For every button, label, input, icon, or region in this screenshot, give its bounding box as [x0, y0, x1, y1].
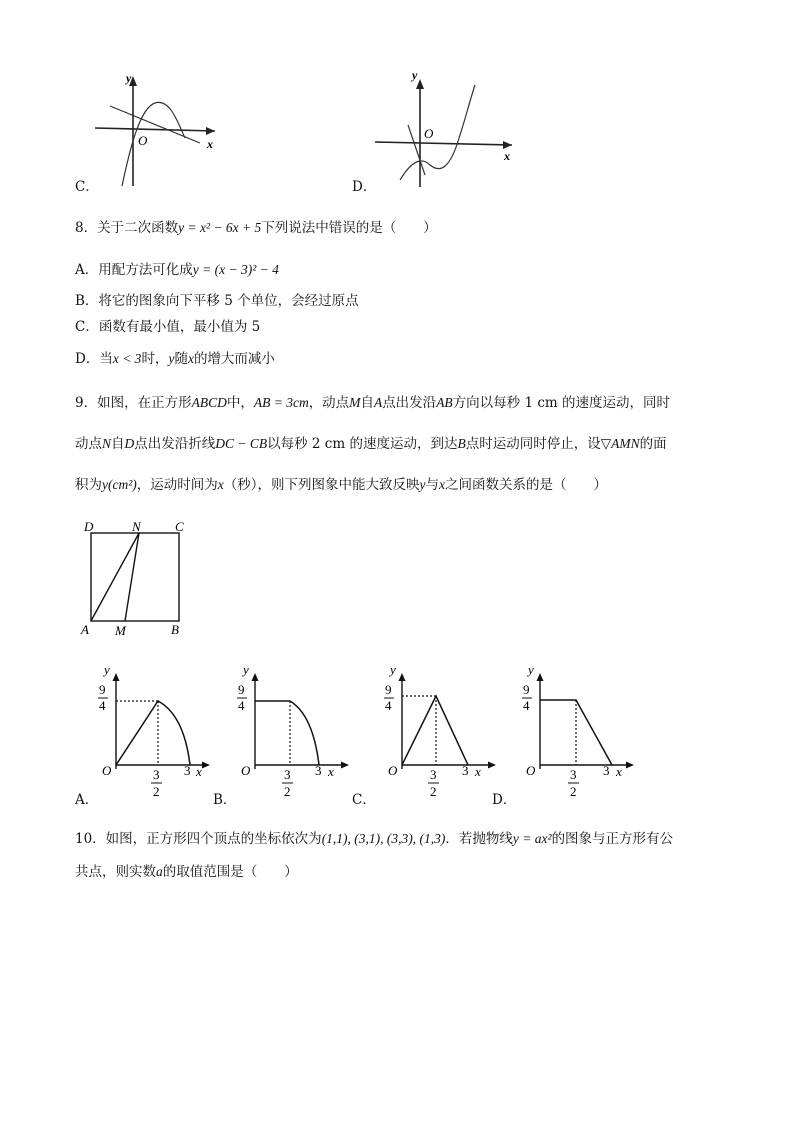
q9-option-a: A． — [75, 792, 99, 808]
tick-three-num: 3 — [430, 767, 437, 782]
q10-text: 的图象与正方形有公 — [551, 831, 674, 847]
q10-text: 的取值范围是（ ） — [162, 864, 298, 880]
q9-m: M — [349, 395, 361, 410]
q9-text: 点出发沿 — [382, 395, 437, 411]
q9-x2: x — [439, 477, 446, 492]
function-curve — [255, 701, 319, 765]
q9-text: 点出发沿折线 — [134, 436, 216, 452]
x-label: x — [616, 764, 622, 779]
origin-label: O — [388, 763, 398, 778]
q7-option-c: C． — [75, 179, 99, 195]
x-label: x — [475, 764, 481, 779]
label-b: B — [171, 622, 179, 637]
label-m: M — [115, 623, 126, 638]
q9-text: ，动点 — [308, 395, 350, 411]
label-d: D — [84, 519, 94, 534]
q8-option-a — [75, 263, 279, 278]
q9-text: 9．如图，在正方形 — [75, 395, 192, 411]
q8-stem — [75, 221, 437, 236]
q10-text: 10．如图，正方形四个顶点的坐标依次为 — [75, 831, 322, 847]
x-axis-arrow — [341, 762, 349, 769]
x-label: x — [207, 137, 213, 151]
tick-three-num: 3 — [284, 767, 291, 782]
line-graph — [110, 106, 200, 143]
tick-two-den: 2 — [430, 784, 437, 799]
q9-text: 自 — [111, 436, 125, 452]
origin-label: O — [424, 126, 434, 141]
q8-option-d — [75, 352, 275, 367]
tick-four: 4 — [99, 698, 106, 713]
square-abcd — [91, 533, 179, 621]
q9-graph-b — [235, 665, 355, 805]
q10-text: 共点，则实数 — [75, 864, 156, 880]
q8-option-b: B．将它的图象向下平移 5 个单位，会经过原点 — [75, 293, 359, 309]
q9-text: 与 — [425, 477, 440, 493]
q9-graph-a — [96, 665, 216, 805]
q7-graph-d — [370, 65, 520, 190]
x-axis-arrow — [206, 127, 215, 135]
q10-parabola: y = ax² — [512, 831, 552, 846]
line-graph — [408, 125, 425, 175]
x-label: x — [196, 764, 202, 779]
tick-four: 4 — [238, 698, 245, 713]
origin-label: O — [241, 763, 251, 778]
tick-two-den: 2 — [153, 784, 160, 799]
q9-n: N — [102, 436, 112, 451]
origin-label: O — [102, 763, 112, 778]
y-axis-arrow — [252, 673, 259, 681]
y-label: y — [243, 665, 249, 677]
q8-stem-pre: 8．关于二次函数 — [75, 220, 179, 236]
q9-text: 中， — [226, 395, 254, 411]
q9-ab-eq: AB = 3cm — [253, 395, 309, 410]
q9-x: x — [217, 477, 224, 492]
q7-graph-c — [90, 68, 220, 188]
tick-two-den: 2 — [570, 784, 577, 799]
q9-text: （秒），则下列图象中能大致反映 — [223, 477, 420, 493]
x-axis-arrow — [503, 141, 512, 149]
q9-option-c: C． — [352, 792, 376, 808]
q9-text: 方向以每秒 1 cm 的速度运动，同时 — [452, 395, 671, 411]
q8-option-d-y: y — [168, 351, 175, 366]
y-label: y — [528, 665, 534, 677]
q8-option-d-mid2: 随 — [174, 351, 188, 367]
q8-option-a-text: A．用配方法可化成 — [75, 262, 193, 278]
tick-three-num: 3 — [153, 767, 160, 782]
q9-text: 点时运动同时停止，设 — [465, 436, 601, 452]
q10-coords: (1,1), (3,1), (3,3), (1,3) — [321, 831, 446, 846]
q9-a: A — [373, 395, 383, 410]
x-label: x — [504, 149, 510, 163]
q9-line-2 — [75, 437, 667, 452]
q8-option-a-math: y = (x − 3)² − 4 — [192, 262, 279, 277]
y-axis-arrow — [537, 673, 544, 681]
q9-option-b: B． — [213, 792, 237, 808]
label-n: N — [132, 519, 141, 534]
tick-three: 3 — [603, 763, 610, 778]
q9-text: 之间函数关系的是（ ） — [445, 477, 608, 493]
q9-text: 以每秒 2 cm 的速度运动，到达 — [267, 436, 458, 452]
q9-d: D — [124, 436, 135, 451]
q9-graph-d — [520, 665, 640, 805]
tick-nine: 9 — [99, 682, 106, 697]
x-axis — [95, 128, 215, 131]
q8-stem-post: 下列说法中错误的是（ ） — [261, 220, 437, 236]
tick-nine: 9 — [523, 682, 530, 697]
label-c: C — [175, 519, 184, 534]
q9-text: 的面 — [639, 436, 667, 452]
q7-option-d: D． — [352, 179, 377, 195]
q9-option-d: D． — [492, 792, 517, 808]
q8-option-d-math: x < 3 — [112, 351, 142, 366]
x-axis-arrow — [626, 762, 634, 769]
q8-option-d-post: 的增大而减小 — [193, 351, 275, 367]
q9-ycm: y(cm²) — [102, 477, 137, 492]
q10-line-2 — [75, 865, 298, 880]
q9-amn: ▽AMN — [600, 436, 640, 451]
q10-text: ．若抛物线 — [445, 831, 513, 847]
y-axis-arrow — [113, 673, 120, 681]
x-label: x — [328, 764, 334, 779]
parabola-graph — [400, 85, 475, 180]
q9-abcd: ABCD — [191, 395, 227, 410]
origin-label: O — [138, 133, 148, 148]
q9-graph-c — [382, 665, 502, 805]
function-curve — [116, 701, 190, 765]
q8-function: y = x² − 6x + 5 — [178, 220, 262, 235]
q9-y: y — [419, 477, 426, 492]
q9-dccb: DC − CB — [215, 436, 268, 451]
x-axis-arrow — [488, 762, 496, 769]
tick-two-den: 2 — [284, 784, 291, 799]
y-label: y — [390, 665, 396, 677]
q9-square-figure — [78, 518, 193, 640]
q9-text: 积为 — [75, 477, 102, 493]
q8-option-c: C．函数有最小值，最小值为 5 — [75, 319, 261, 335]
y-label: y — [104, 665, 110, 677]
tick-four: 4 — [385, 698, 392, 713]
y-axis-arrow — [399, 673, 406, 681]
q9-line-1 — [75, 396, 670, 411]
q10-a: a — [156, 864, 163, 879]
tick-nine: 9 — [238, 682, 245, 697]
q10-line-1 — [75, 832, 673, 847]
x-axis — [375, 142, 512, 145]
q9-ab: AB — [436, 395, 453, 410]
tick-three-num: 3 — [570, 767, 577, 782]
tick-three: 3 — [184, 763, 191, 778]
tick-nine: 9 — [385, 682, 392, 697]
x-axis-arrow — [202, 762, 210, 769]
q8-option-d-pre: D．当 — [75, 351, 113, 367]
label-a: A — [81, 622, 89, 637]
tick-three: 3 — [462, 763, 469, 778]
q9-text: 自 — [360, 395, 374, 411]
tick-three: 3 — [315, 763, 322, 778]
y-label: y — [126, 71, 132, 85]
q8-option-d-x: x — [187, 351, 194, 366]
q8-option-d-mid: 时， — [141, 351, 169, 367]
q9-line-3 — [75, 478, 607, 493]
q9-text: 动点 — [75, 436, 102, 452]
q9-b: B — [457, 436, 466, 451]
origin-label: O — [526, 763, 536, 778]
q9-text: ，运动时间为 — [136, 477, 218, 493]
function-curve — [402, 696, 468, 765]
y-label: y — [412, 68, 418, 82]
tick-four: 4 — [523, 698, 530, 713]
